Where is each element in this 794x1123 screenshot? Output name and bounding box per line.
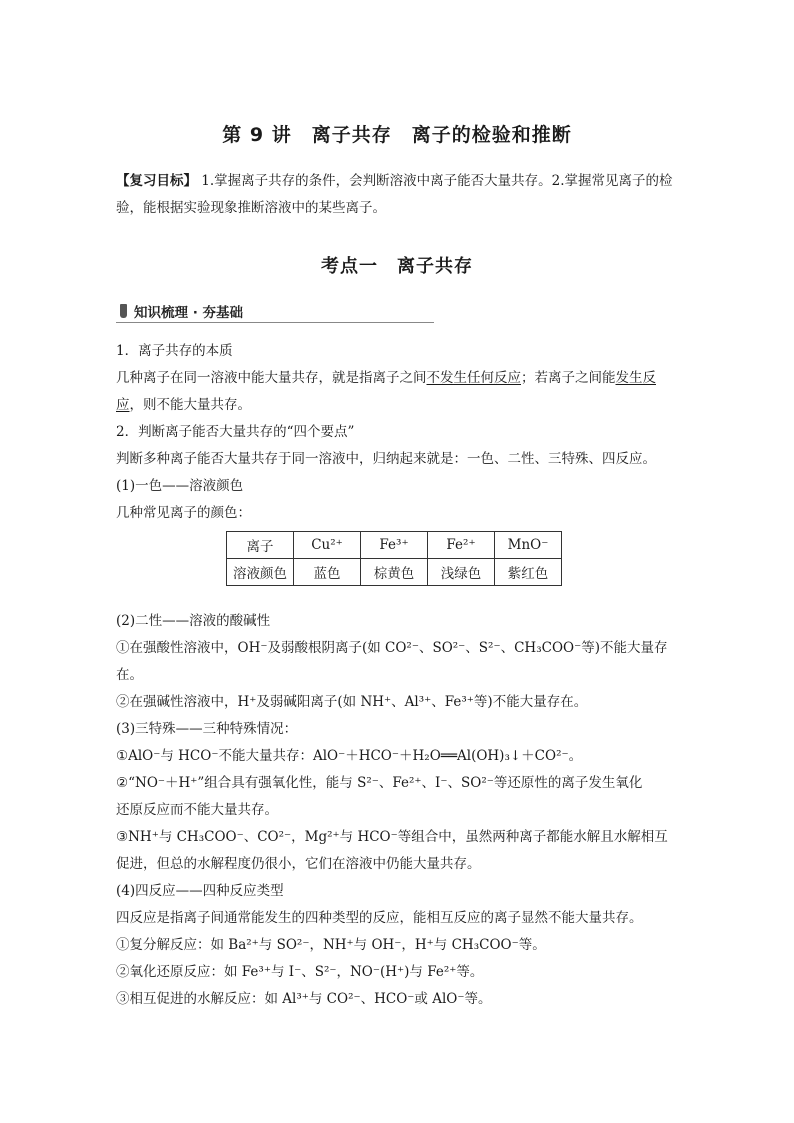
sub-four-reactions: (4)四反应——四种反应类型 — [116, 883, 284, 899]
sub-one-color: (1)一色——溶液颜色 — [116, 478, 244, 494]
underlined-answer: 应 — [116, 397, 130, 413]
table-cell: 棕黄色 — [361, 559, 428, 586]
page-title: 第 9 讲 离子共存 离子的检验和推断 — [222, 124, 572, 146]
para-essence-1 — [116, 365, 682, 392]
underlined-answer: 不发生任何反应 — [426, 370, 521, 386]
table-cell: 溶液颜色 — [227, 559, 294, 586]
sub-two-nature: (2)二性——溶液的酸碱性 — [116, 613, 271, 629]
para-special-2a: ②“NO⁻＋H⁺”组合具有强氧化性，能与 S²⁻、Fe²⁺、I⁻、SO²⁻等还原性的离子发生氧化 — [116, 775, 643, 791]
review-goals — [116, 168, 682, 222]
table-row — [227, 559, 562, 586]
para-colors: 几种常见离子的颜色： — [116, 505, 251, 521]
knowledge-banner — [116, 300, 434, 323]
review-goals-tag: 【复习目标】 — [116, 173, 197, 189]
table-cell: 离子 — [227, 532, 294, 559]
review-goals-line2: 验，能根据实验现象推断溶液中的某些离子。 — [116, 200, 386, 216]
table-cell: Fe²⁺ — [428, 532, 495, 559]
para-reactions: 四反应是指离子间通常能发生的四种类型的反应，能相互反应的离子显然不能大量共存。 — [116, 910, 643, 926]
para-reaction-3: ③相互促进的水解反应：如 Al³⁺与 CO²⁻、HCO⁻或 AlO⁻等。 — [116, 991, 492, 1007]
para-acidic-2: 在。 — [116, 667, 143, 683]
sub-three-special: (3)三特殊——三种特殊情况： — [116, 721, 298, 737]
knowledge-banner-label: 知识梳理 · 夯基础 — [134, 305, 244, 321]
para-essence-2 — [116, 392, 682, 419]
para-special-2b: 还原反应而不能大量共存。 — [116, 802, 278, 818]
ion-color-table — [226, 531, 562, 586]
para-reaction-1: ①复分解反应：如 Ba²⁺与 SO²⁻，NH⁺与 OH⁻，H⁺与 CH₃COO⁻等。 — [116, 937, 546, 953]
table-cell: Cu²⁺ — [294, 532, 361, 559]
heading-four-points: 2．判断离子能否大量共存的“四个要点” — [116, 424, 355, 440]
text-span: 几种离子在同一溶液中能大量共存，就是指离子之间 — [116, 370, 427, 386]
text-span: ；若离子之间能 — [521, 370, 616, 386]
para-reaction-2: ②氧化还原反应：如 Fe³⁺与 I⁻、S²⁻，NO⁻(H⁺)与 Fe²⁺等。 — [116, 964, 484, 980]
para-acidic-1: ①在强酸性溶液中，OH⁻及弱酸根阴离子(如 CO²⁻、SO²⁻、S²⁻、CH₃COO⁻等)不能大量存 — [116, 640, 668, 656]
table-cell: 蓝色 — [294, 559, 361, 586]
underlined-answer: 发生反 — [615, 370, 656, 386]
text-span: ，则不能大量共存。 — [129, 397, 251, 413]
table-cell: Fe³⁺ — [361, 532, 428, 559]
table-row — [227, 532, 562, 559]
para-basic: ②在强碱性溶液中，H⁺及弱碱阳离子(如 NH⁺、Al³⁺、Fe³⁺等)不能大量存在。 — [116, 694, 588, 710]
review-goals-line1: 1.掌握离子共存的条件，会判断溶液中离子能否大量共存。2.掌握常见离子的检 — [197, 173, 673, 189]
pen-icon — [120, 304, 127, 318]
para-special-3b: 促进，但总的水解程度仍很小，它们在溶液中仍能大量共存。 — [116, 856, 481, 872]
para-special-3a: ③NH⁺与 CH₃COO⁻、CO²⁻，Mg²⁺与 HCO⁻等组合中，虽然两种离子都能水解且水解相互 — [116, 829, 668, 845]
table-cell: MnO⁻ — [495, 532, 562, 559]
table-cell: 紫红色 — [495, 559, 562, 586]
heading-essence: 1．离子共存的本质 — [116, 343, 233, 359]
section-title: 考点一 离子共存 — [321, 256, 473, 277]
table-cell: 浅绿色 — [428, 559, 495, 586]
para-special-1: ①AlO⁻与 HCO⁻不能大量共存：AlO⁻＋HCO⁻＋H₂O══Al(OH)₃↓＋CO²⁻。 — [116, 748, 583, 764]
para-four-points: 判断多种离子能否大量共存于同一溶液中，归纳起来就是：一色、二性、三特殊、四反应。 — [116, 451, 656, 467]
